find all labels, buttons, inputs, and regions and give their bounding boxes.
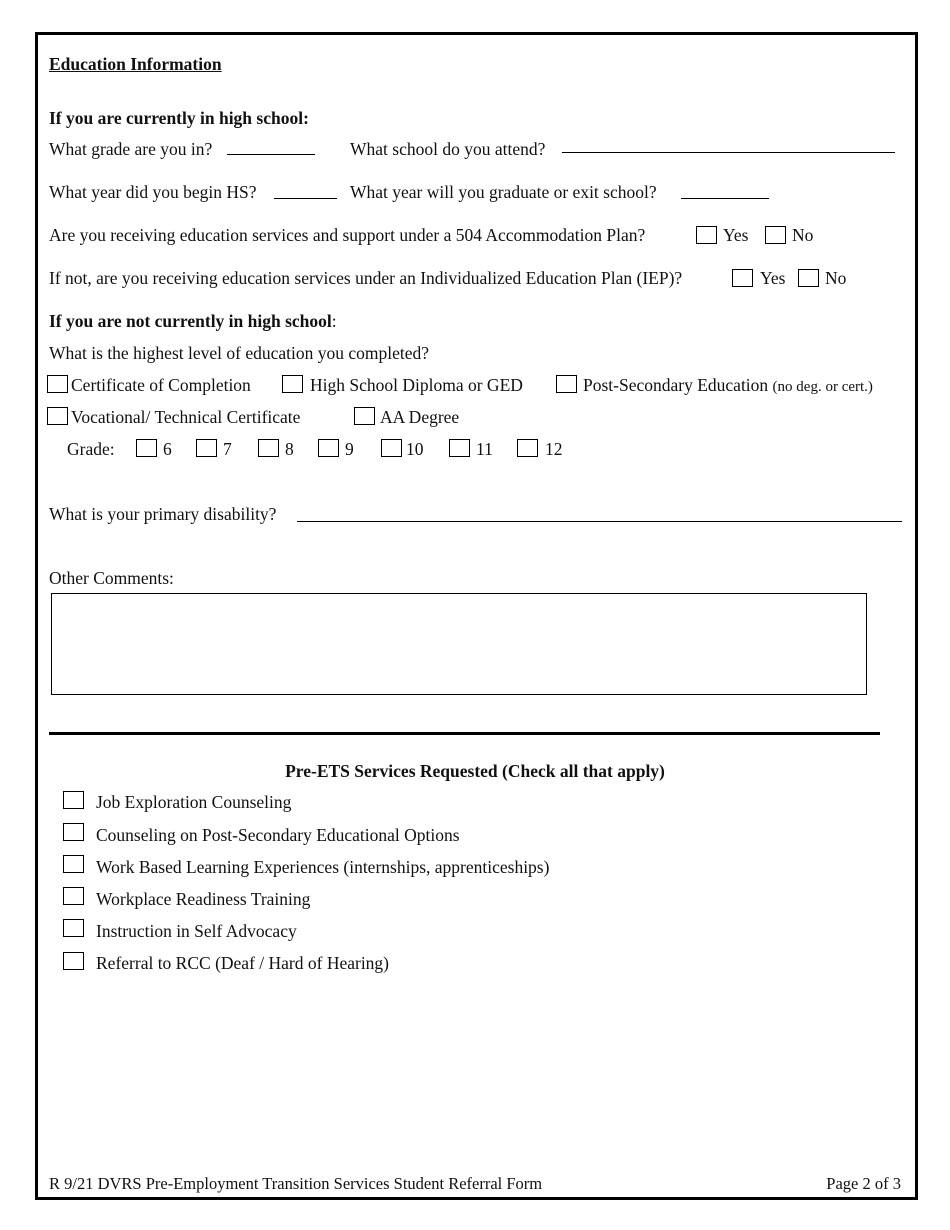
service-post-secondary-counseling-checkbox[interactable] <box>63 823 84 841</box>
comments-label: Other Comments: <box>49 568 174 588</box>
aa-checkbox[interactable] <box>354 407 375 425</box>
grade-question: What grade are you in? <box>49 139 213 159</box>
grade-10-label: 10 <box>406 439 424 459</box>
school-question: What school do you attend? <box>350 139 546 159</box>
post-secondary-line <box>583 377 873 395</box>
year-begin-field[interactable] <box>274 198 337 199</box>
service-post-secondary-counseling-label: Counseling on Post-Secondary Educational Options <box>96 825 460 845</box>
certificate-checkbox[interactable] <box>47 375 68 393</box>
not-hs-colon: : <box>331 311 337 331</box>
plan-504-yes-checkbox[interactable] <box>696 226 717 244</box>
vocational-checkbox[interactable] <box>47 407 68 425</box>
iep-yes-label: Yes <box>760 268 786 288</box>
certificate-label: Certificate of Completion <box>71 375 251 395</box>
school-field[interactable] <box>562 152 895 153</box>
grade-6-checkbox[interactable] <box>136 439 157 457</box>
service-work-based-learning-label: Work Based Learning Experiences (internships, apprenticeships) <box>96 857 550 877</box>
iep-no-checkbox[interactable] <box>798 269 819 287</box>
aa-label: AA Degree <box>380 407 460 427</box>
disability-field[interactable] <box>297 521 902 522</box>
hs-heading: If you are currently in high school: <box>49 108 309 128</box>
grade-8-label: 8 <box>285 439 294 459</box>
grade-field[interactable] <box>227 154 315 155</box>
post-secondary-checkbox[interactable] <box>556 375 577 393</box>
footer-form-id: R 9/21 DVRS Pre-Employment Transition Services Student Referral Form <box>49 1174 543 1193</box>
not-hs-heading-line <box>49 313 337 331</box>
grade-6-label: 6 <box>163 439 172 459</box>
grade-12-checkbox[interactable] <box>517 439 538 457</box>
service-workplace-readiness-label: Workplace Readiness Training <box>96 889 311 909</box>
plan-504-no-label: No <box>792 225 814 245</box>
grade-9-checkbox[interactable] <box>318 439 339 457</box>
grade-7-label: 7 <box>223 439 232 459</box>
comments-textarea[interactable] <box>51 593 867 695</box>
post-secondary-note: (no deg. or cert.) <box>772 379 873 395</box>
grade-12-label: 12 <box>545 439 563 459</box>
service-rcc-referral-checkbox[interactable] <box>63 952 84 970</box>
grade-8-checkbox[interactable] <box>258 439 279 457</box>
service-self-advocacy-label: Instruction in Self Advocacy <box>96 921 297 941</box>
iep-no-label: No <box>825 268 847 288</box>
service-workplace-readiness-checkbox[interactable] <box>63 887 84 905</box>
diploma-label: High School Diploma or GED <box>310 375 523 395</box>
iep-yes-checkbox[interactable] <box>732 269 753 287</box>
grade-10-checkbox[interactable] <box>381 439 402 457</box>
grade-9-label: 9 <box>345 439 354 459</box>
plan-504-no-checkbox[interactable] <box>765 226 786 244</box>
plan-504-yes-label: Yes <box>723 225 749 245</box>
diploma-checkbox[interactable] <box>282 375 303 393</box>
iep-question: If not, are you receiving education services under an Individualized Education Plan (IEP)? <box>49 268 683 288</box>
highest-level-question: What is the highest level of education you completed? <box>49 343 430 363</box>
service-work-based-learning-checkbox[interactable] <box>63 855 84 873</box>
grade-11-checkbox[interactable] <box>449 439 470 457</box>
not-hs-heading: If you are not currently in high school <box>49 311 332 331</box>
disability-question: What is your primary disability? <box>49 504 277 524</box>
service-rcc-referral-label: Referral to RCC (Deaf / Hard of Hearing) <box>96 953 390 973</box>
grade-11-label: 11 <box>476 439 493 459</box>
plan-504-question: Are you receiving education services and support under a 504 Accommodation Plan? <box>49 225 646 245</box>
year-begin-question: What year did you begin HS? <box>49 182 257 202</box>
service-self-advocacy-checkbox[interactable] <box>63 919 84 937</box>
section-title: Education Information <box>49 54 222 74</box>
year-graduate-field[interactable] <box>681 198 769 199</box>
grade-7-checkbox[interactable] <box>196 439 217 457</box>
service-job-exploration-label: Job Exploration Counseling <box>96 792 292 812</box>
vocational-label: Vocational/ Technical Certificate <box>71 407 301 427</box>
year-graduate-question: What year will you graduate or exit school? <box>350 182 657 202</box>
service-job-exploration-checkbox[interactable] <box>63 791 84 809</box>
services-heading: Pre-ETS Services Requested (Check all that apply) <box>285 761 665 781</box>
footer-page-number: Page 2 of 3 <box>826 1174 901 1193</box>
section-divider <box>49 732 880 735</box>
post-secondary-label: Post-Secondary Education <box>583 375 769 395</box>
grade-label: Grade: <box>67 439 115 459</box>
